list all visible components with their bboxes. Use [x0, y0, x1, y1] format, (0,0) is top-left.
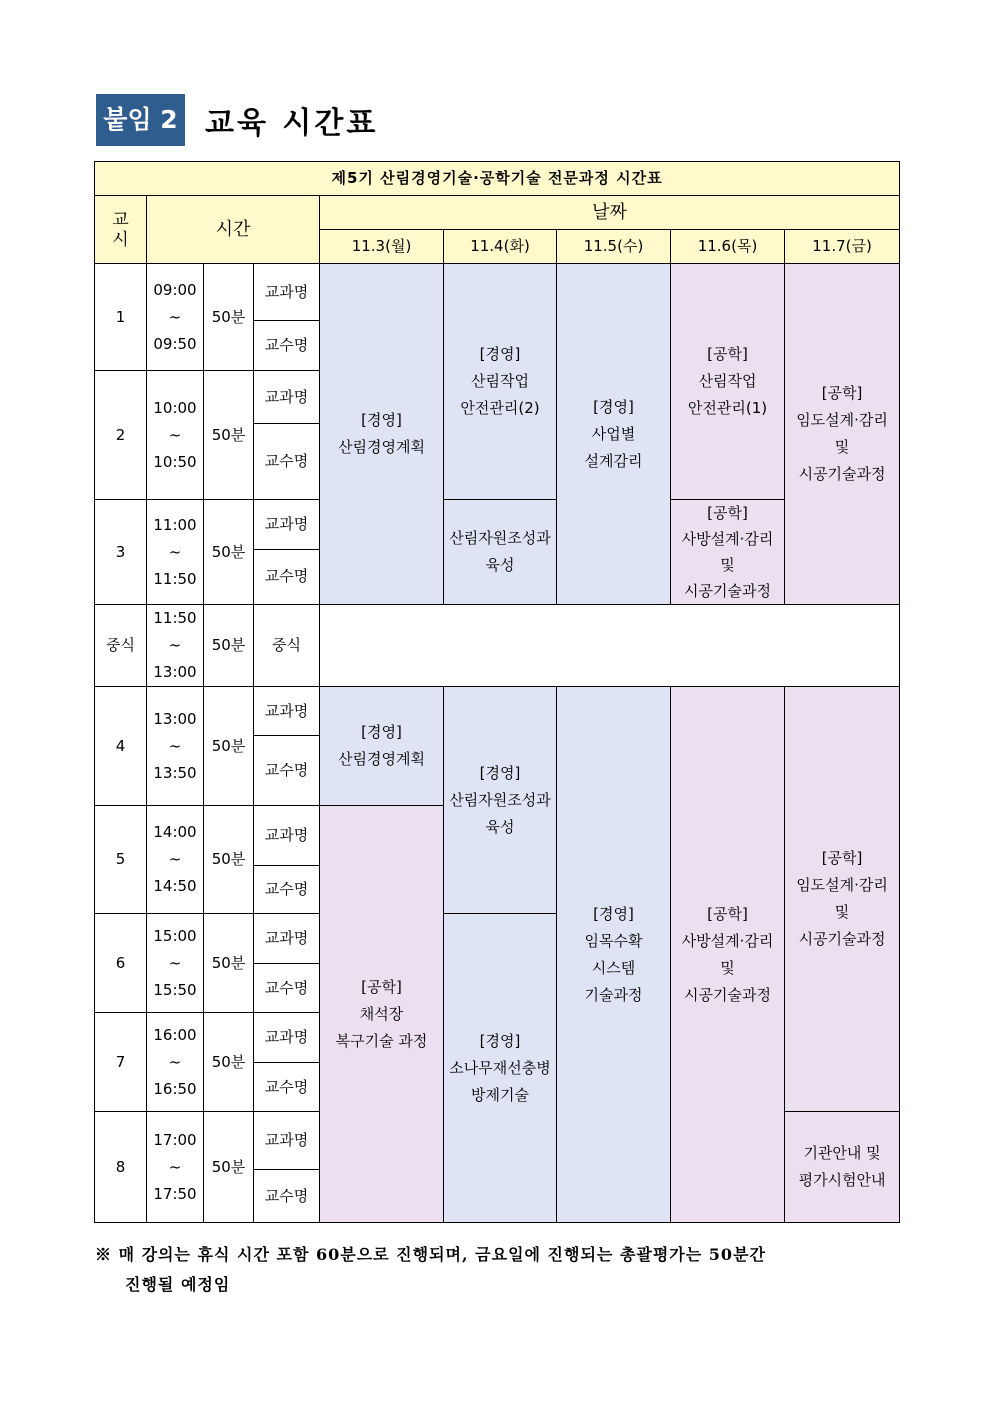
- lunch-duration: 50분: [204, 605, 254, 687]
- session-mon-pm: [공학] 채석장 복구기술 과정: [320, 806, 444, 1223]
- session-thu-pm: [공학] 사방설계·감리 및 시공기술과정: [671, 687, 785, 1223]
- period-time: 17:00 ~ 17:50: [147, 1112, 204, 1223]
- session-thu-p3: [공학] 사방설계·감리 및 시공기술과정: [671, 500, 785, 605]
- footnote-line-2: 진행될 예정임: [125, 1275, 231, 1294]
- period-time: 10:00 ~ 10:50: [147, 371, 204, 500]
- period-num: 6: [95, 914, 147, 1013]
- instructor-label: 교수명: [254, 549, 320, 604]
- date-tue: 11.4(화): [444, 230, 557, 264]
- course-label: 교과명: [254, 1013, 320, 1063]
- session-mon-am: [경영] 산림경영계획: [320, 264, 444, 605]
- timetable-title: 제5기 산림경영기술·공학기술 전문과정 시간표: [95, 162, 900, 196]
- lunch-blank: [320, 605, 900, 687]
- instructor-label: 교수명: [254, 321, 320, 371]
- period-duration: 50분: [204, 264, 254, 371]
- lunch-time: 11:50 ~ 13:00: [147, 605, 204, 687]
- footnote-line-1: ※ 매 강의는 휴식 시간 포함 60분으로 진행되며, 금요일에 진행되는 총괄평가는 50분간: [95, 1245, 766, 1264]
- date-wed: 11.5(수): [557, 230, 671, 264]
- period-time: 14:00 ~ 14:50: [147, 806, 204, 914]
- period-num: 4: [95, 687, 147, 806]
- period-time: 13:00 ~ 13:50: [147, 687, 204, 806]
- date-header: 날짜: [320, 196, 900, 230]
- period-num: 8: [95, 1112, 147, 1223]
- date-mon: 11.3(월): [320, 230, 444, 264]
- period-num: 5: [95, 806, 147, 914]
- footnote: [95, 1240, 905, 1300]
- instructor-label: 교수명: [254, 866, 320, 914]
- period-duration: 50분: [204, 500, 254, 605]
- course-label: 교과명: [254, 914, 320, 964]
- session-fri-pm: [공학] 임도설계·감리 및 시공기술과정: [785, 687, 900, 1112]
- instructor-label: 교수명: [254, 1063, 320, 1112]
- course-label: 교과명: [254, 371, 320, 424]
- session-wed-am: [경영] 사업별 설계감리: [557, 264, 671, 605]
- period-duration: 50분: [204, 687, 254, 806]
- lunch-name: 중식: [254, 605, 320, 687]
- date-thu: 11.6(목): [671, 230, 785, 264]
- period-time: 15:00 ~ 15:50: [147, 914, 204, 1013]
- period-num: 2: [95, 371, 147, 500]
- attachment-badge: 붙임 2: [96, 94, 185, 146]
- course-label: 교과명: [254, 1112, 320, 1170]
- session-fri-p8: 기관안내 및 평가시험안내: [785, 1112, 900, 1223]
- period-duration: 50분: [204, 914, 254, 1013]
- session-tue-p68: [경영] 소나무재선충병 방제기술: [444, 914, 557, 1223]
- course-label: 교과명: [254, 687, 320, 736]
- course-label: 교과명: [254, 806, 320, 866]
- course-label: 교과명: [254, 264, 320, 321]
- instructor-label: 교수명: [254, 736, 320, 806]
- session-thu-am: [공학] 산림작업 안전관리(1): [671, 264, 785, 500]
- session-tue-am: [경영] 산림작업 안전관리(2): [444, 264, 557, 500]
- instructor-label: 교수명: [254, 1170, 320, 1223]
- period-duration: 50분: [204, 371, 254, 500]
- session-mon-p4: [경영] 산림경영계획: [320, 687, 444, 806]
- period-time: 09:00 ~ 09:50: [147, 264, 204, 371]
- period-num: 7: [95, 1013, 147, 1112]
- period-num: 3: [95, 500, 147, 605]
- session-tue-p45: [경영] 산림자원조성과 육성: [444, 687, 557, 914]
- instructor-label: 교수명: [254, 964, 320, 1013]
- lunch-label: 중식: [95, 605, 147, 687]
- course-label: 교과명: [254, 500, 320, 550]
- session-wed-pm: [경영] 임목수확 시스템 기술과정: [557, 687, 671, 1223]
- period-header: 교 시: [95, 196, 147, 264]
- session-tue-p3: 산림자원조성과 육성: [444, 500, 557, 605]
- period-time: 16:00 ~ 16:50: [147, 1013, 204, 1112]
- period-time: 11:00 ~ 11:50: [147, 500, 204, 605]
- period-duration: 50분: [204, 1112, 254, 1223]
- time-header: 시간: [147, 196, 320, 264]
- instructor-label: 교수명: [254, 424, 320, 500]
- period-duration: 50분: [204, 1013, 254, 1112]
- period-num: 1: [95, 264, 147, 371]
- date-fri: 11.7(금): [785, 230, 900, 264]
- session-fri-am: [공학] 임도설계·감리 및 시공기술과정: [785, 264, 900, 605]
- period-duration: 50분: [204, 806, 254, 914]
- timetable: [94, 161, 900, 1223]
- page-heading: [96, 94, 378, 146]
- page-title: 교육 시간표: [205, 106, 379, 141]
